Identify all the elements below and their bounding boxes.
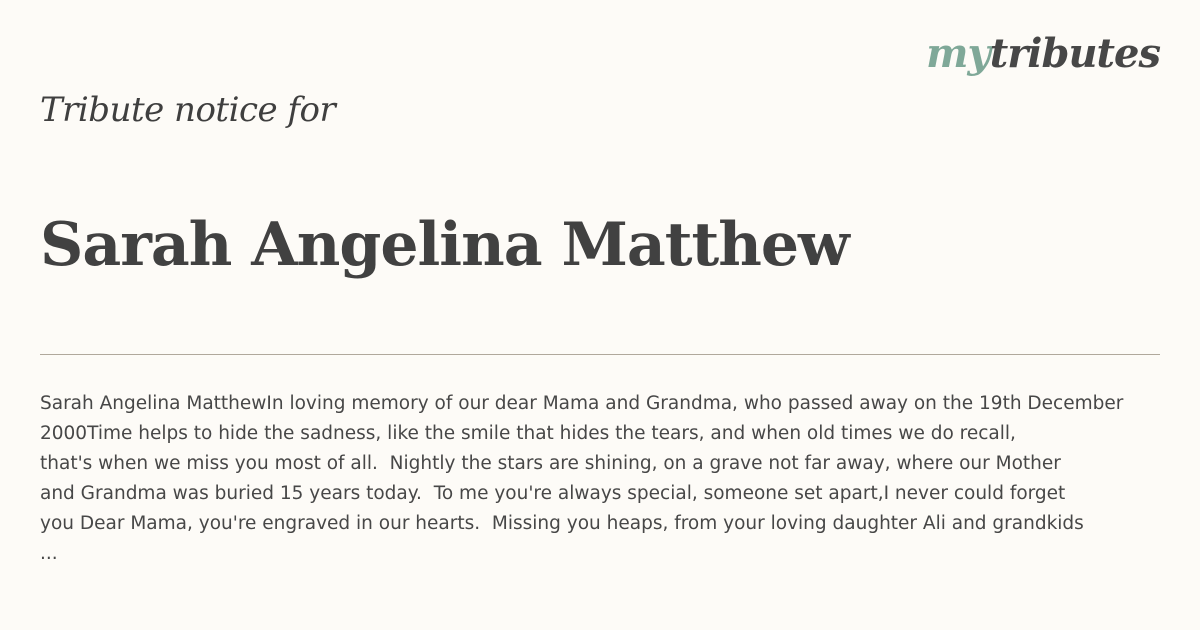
notice-line: Sarah Angelina MatthewIn loving memory of our dear Mama and Grandma, who passed away on the 19th December xyxy=(40,393,1124,414)
section-divider xyxy=(40,354,1160,355)
tribute-notice-heading: Tribute notice for xyxy=(40,90,336,130)
notice-ellipsis: ... xyxy=(40,543,58,564)
logo-my-text: my xyxy=(926,30,990,77)
notice-line: and Grandma was buried 15 years today. To me you're always special, someone set apart,I never could forget xyxy=(40,483,1066,504)
deceased-name: Sarah Angelina Matthew xyxy=(40,210,849,280)
notice-line: that's when we miss you most of all. Nightly the stars are shining, on a grave not far away, where our Mother xyxy=(40,453,1061,474)
mytributes-logo[interactable] xyxy=(926,30,1160,77)
logo-tributes-text: tributes xyxy=(989,30,1160,77)
notice-line: 2000Time helps to hide the sadness, like the smile that hides the tears, and when old times we do recall, xyxy=(40,423,1016,444)
notice-line: you Dear Mama, you're engraved in our hearts. Missing you heaps, from your loving daughter Ali and grandkids xyxy=(40,513,1084,534)
tribute-notice-text xyxy=(40,389,1200,569)
